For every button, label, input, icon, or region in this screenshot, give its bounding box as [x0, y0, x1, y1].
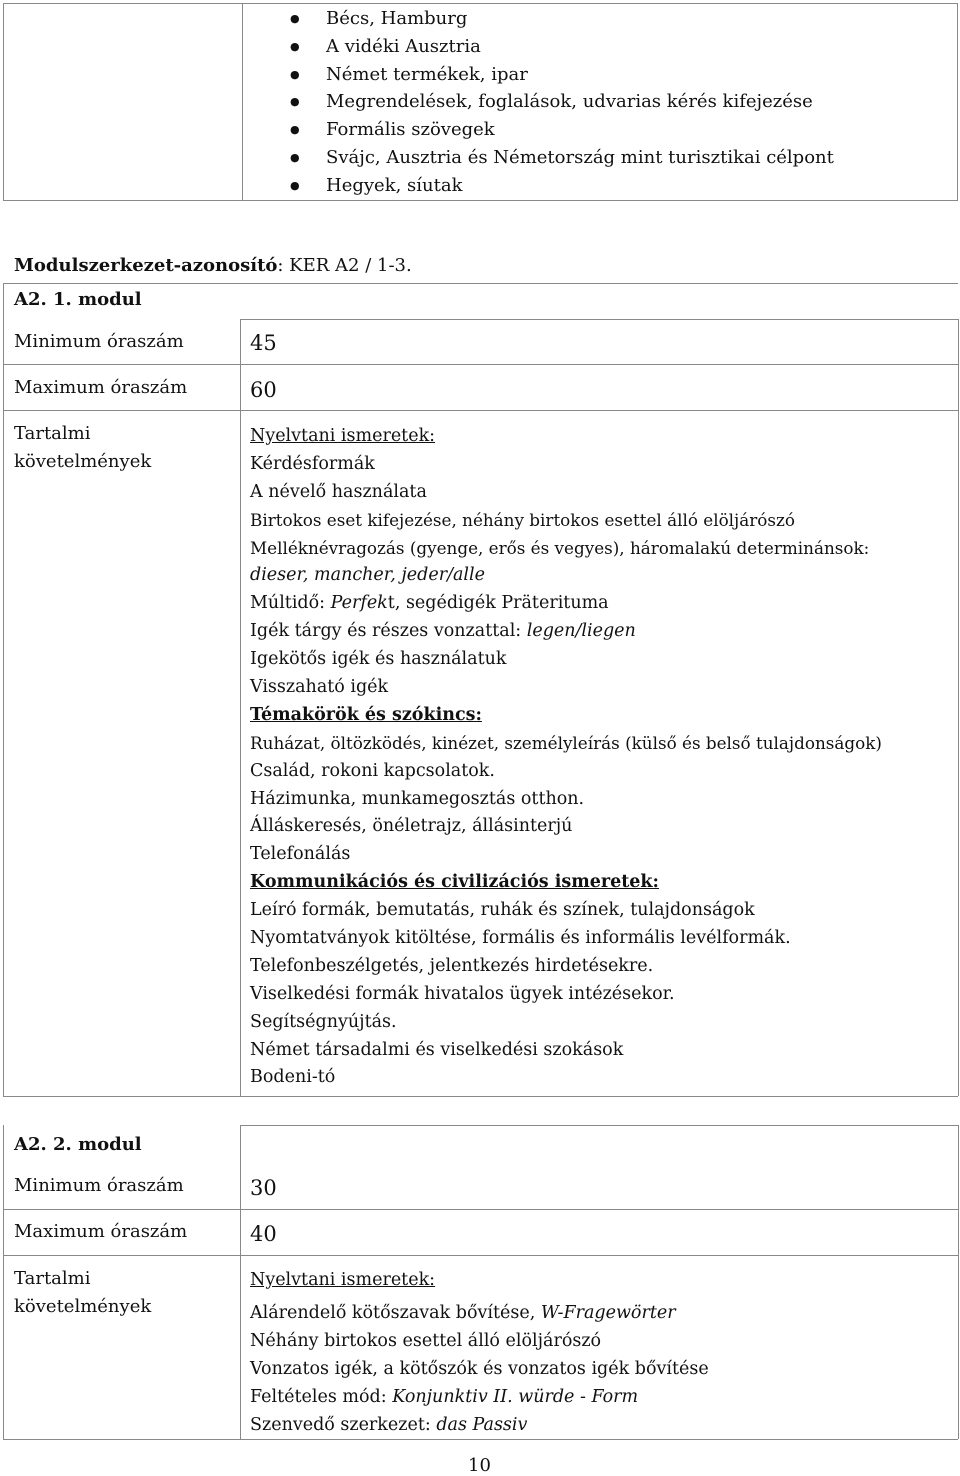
m2-rule-min: [3, 1209, 958, 1210]
m2-col-divider: [240, 1125, 241, 1439]
m1-line: Visszaható igék: [250, 677, 389, 698]
m1-line: Álláskeresés, önéletrajz, állásinterjú: [250, 816, 573, 837]
m2-line: Alárendelő kötőszavak bővítése, W-Fragewörter: [250, 1303, 676, 1323]
m2-min-label: Minimum óraszám: [14, 1175, 184, 1196]
m1-heading-communication: Kommunikációs és civilizációs ismeretek:: [250, 872, 660, 893]
m2-min-value: 30: [250, 1176, 277, 1200]
list-item: ● Svájc, Ausztria és Németország mint turisztikai célpont: [290, 147, 834, 175]
m2-left-border: [3, 1125, 4, 1439]
m2-rule-top: [240, 1125, 958, 1126]
list-item: ● Bécs, Hamburg: [290, 8, 834, 36]
topic-bullet-list: [290, 8, 834, 203]
m1-line: Német társadalmi és viselkedési szokások: [250, 1039, 624, 1060]
module-key: [14, 256, 412, 276]
m2-max-label: Maximum óraszám: [14, 1221, 188, 1242]
m2-req-label-1: Tartalmi: [14, 1268, 91, 1289]
m1-line: Viselkedési formák hivatalos ügyek intézésekor.: [250, 983, 675, 1004]
m1-line: A névelő használata: [250, 481, 427, 502]
m1-line: Leíró formák, bemutatás, ruhák és színek, tulajdonságok: [250, 900, 755, 921]
list-item: ● Német termékek, ipar: [290, 64, 834, 92]
m1-line: Segítségnyújtás.: [250, 1011, 397, 1032]
m2-line: Néhány birtokos esettel álló elöljárószó: [250, 1330, 602, 1351]
m1-line: Melléknévragozás (gyenge, erős és vegyes), háromalakú determinánsok:: [250, 537, 870, 558]
m1-line: Múltidő: Perfekt, segédigék Präterituma: [250, 593, 609, 614]
m1-title: A2. 1. modul: [14, 289, 142, 310]
m2-req-label-2: követelmények: [14, 1296, 152, 1317]
m1-req-label-1: Tartalmi: [14, 423, 91, 444]
module-key-label: Modulszerkezet-azonosító: [14, 255, 278, 276]
m1-content: [250, 425, 882, 1094]
m1-min-label: Minimum óraszám: [14, 331, 184, 352]
m1-line: Birtokos eset kifejezése, néhány birtokos esettel álló elöljárószó: [250, 509, 795, 530]
m1-line: Telefonbeszélgetés, jelentkezés hirdetésekre.: [250, 955, 654, 976]
m2-right-border: [958, 1125, 959, 1439]
m2-title: A2. 2. modul: [14, 1134, 142, 1155]
m1-line: Telefonálás: [250, 844, 351, 865]
m2-line: Vonzatos igék, a kötőszók és vonzatos igék bővítése: [250, 1358, 709, 1379]
m1-heading-topics: Témakörök és szókincs:: [250, 704, 482, 725]
m1-left-border: [3, 283, 4, 1096]
top-list-divider: [242, 3, 243, 201]
m1-line: Igekötős igék és használatuk: [250, 649, 507, 670]
list-item: ● Formális szövegek: [290, 119, 834, 147]
module-key-value: : KER A2 / 1-3.: [277, 255, 412, 276]
m1-line: Nyomtatványok kitöltése, formális és informális levélformák.: [250, 928, 791, 949]
m2-content: [250, 1302, 709, 1441]
m1-rule-title: [240, 319, 958, 320]
m1-line-italic: dieser, mancher, jeder/alle: [250, 565, 485, 586]
m1-line: Bodeni-tó: [250, 1067, 336, 1088]
m1-line: Kérdésformák: [250, 453, 375, 474]
m2-line: Szenvedő szerkezet: das Passiv: [250, 1414, 528, 1435]
list-item: ● A vidéki Ausztria: [290, 36, 834, 64]
m1-max-label: Maximum óraszám: [14, 377, 188, 398]
m1-req-label-2: követelmények: [14, 451, 152, 472]
m1-rule-top: [3, 283, 958, 284]
m2-line: Feltételes mód: Konjunktiv II. würde - Form: [250, 1386, 639, 1407]
m1-col-divider: [240, 319, 241, 1096]
m1-line: Ruházat, öltözködés, kinézet, személyleírás (külső és belső tulajdonságok): [250, 732, 882, 753]
m1-line: Házimunka, munkamegosztás otthon.: [250, 788, 585, 809]
m1-min-value: 45: [250, 331, 277, 355]
m1-line: Igék tárgy és részes vonzattal: legen/liegen: [250, 621, 636, 642]
m1-rule-bottom: [3, 1096, 958, 1097]
m1-rule-min: [3, 364, 958, 365]
m1-max-value: 60: [250, 378, 277, 402]
m1-rule-max: [3, 410, 958, 411]
m2-heading-language: Nyelvtani ismeretek:: [250, 1270, 436, 1290]
m2-max-value: 40: [250, 1222, 277, 1246]
m1-right-border: [958, 319, 959, 1096]
list-item: ● Hegyek, síutak: [290, 175, 834, 203]
page-number: 10: [468, 1455, 491, 1476]
m2-rule-max: [3, 1255, 958, 1256]
m1-heading-language: Nyelvtani ismeretek:: [250, 426, 436, 446]
list-item: ● Megrendelések, foglalások, udvarias kérés kifejezése: [290, 91, 834, 119]
m1-line: Család, rokoni kapcsolatok.: [250, 760, 495, 781]
